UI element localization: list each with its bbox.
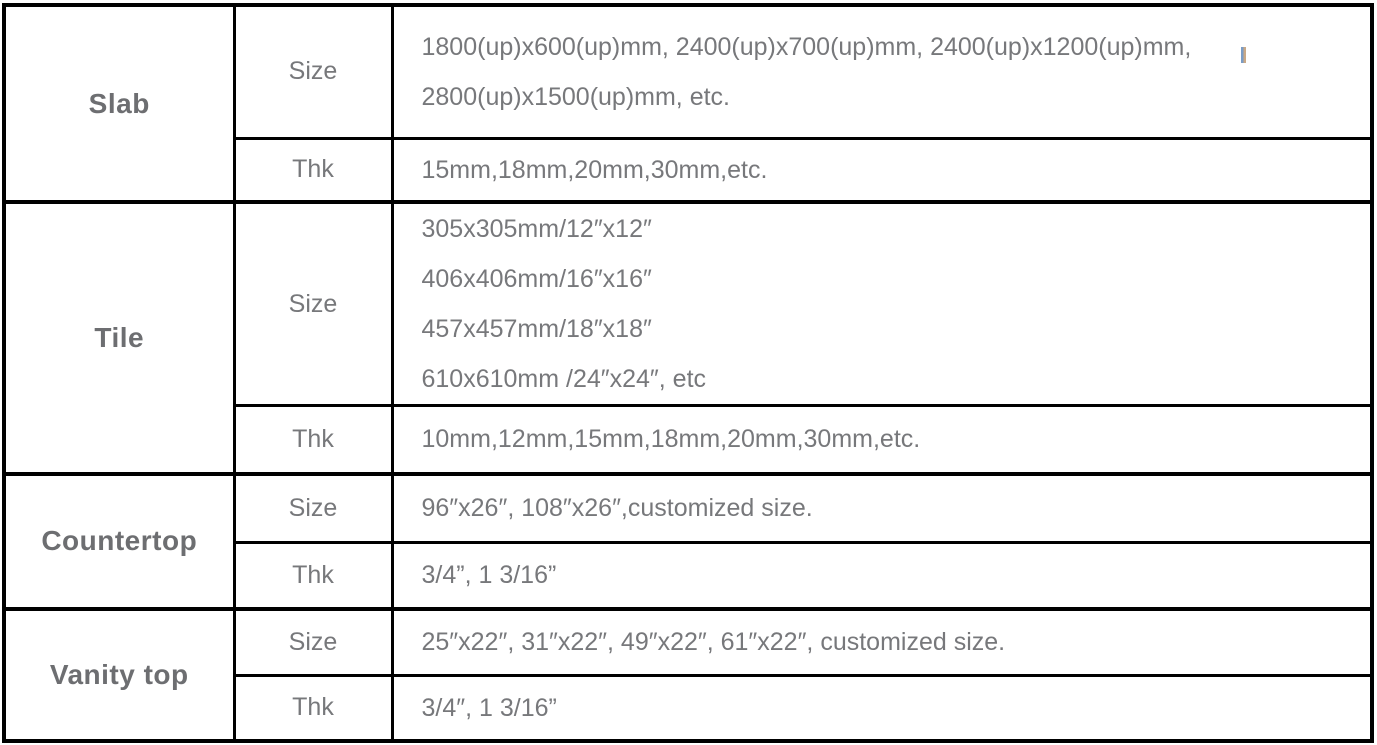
spec-label-cell	[234, 406, 392, 474]
product-spec-table	[2, 3, 1374, 743]
spec-value-cell	[392, 5, 1372, 138]
spec-value-line: 610x610mm /24″x24″, etc	[421, 365, 707, 393]
spec-label-cell	[234, 5, 392, 138]
category-cell-slab	[4, 5, 234, 202]
spec-label: Size	[288, 289, 338, 318]
category-label: Tile	[94, 321, 145, 353]
spec-value-line: 2800(up)x1500(up)mm, etc.	[421, 82, 730, 111]
spec-label: Size	[288, 627, 338, 656]
spec-value-line: 457x457mm/18″x18″	[421, 315, 652, 343]
spec-value-cell	[392, 609, 1372, 676]
spec-value-cell	[392, 138, 1372, 202]
inline-cursor-artifact	[1241, 47, 1246, 63]
spec-label-cell	[234, 202, 392, 406]
spec-value-line: 15mm,18mm,20mm,30mm,etc.	[421, 155, 768, 184]
spec-label: Size	[288, 493, 338, 522]
category-label: Countertop	[41, 525, 198, 556]
table-row	[4, 5, 1372, 138]
spec-label-cell	[234, 676, 392, 741]
spec-value-line: 3/4”, 1 3/16”	[421, 561, 557, 590]
spec-value-line: 10mm,12mm,15mm,18mm,20mm,30mm,etc.	[421, 425, 921, 454]
spec-label-cell	[234, 474, 392, 543]
spec-value-line: 3/4″, 1 3/16”	[421, 693, 557, 722]
spec-value-line: 305x305mm/12″x12″	[421, 215, 652, 243]
spec-label: Thk	[292, 424, 334, 453]
spec-label-cell	[234, 609, 392, 676]
spec-value-cell	[392, 474, 1372, 543]
spec-label: Thk	[292, 693, 334, 722]
spec-value-line: 96″x26″, 108″x26″,customized size.	[421, 494, 813, 523]
spec-value-cell	[392, 202, 1372, 406]
spec-label: Thk	[292, 155, 334, 184]
spec-value-line: 25″x22″, 31″x22″, 49″x22″, 61″x22″, customized size.	[421, 628, 1006, 657]
category-cell-tile	[4, 202, 234, 474]
category-cell-vanity-top	[4, 609, 234, 741]
category-label: Slab	[88, 87, 150, 119]
table-row	[4, 202, 1372, 406]
spec-value-cell	[392, 406, 1372, 474]
spec-value-cell	[392, 676, 1372, 741]
spec-value-line: 1800(up)x600(up)mm, 2400(up)x700(up)mm, 2400(up)x1200(up)mm,	[421, 32, 1192, 61]
spec-label-cell	[234, 543, 392, 609]
spec-table	[2, 3, 1374, 743]
spec-value-cell	[392, 543, 1372, 609]
category-cell-countertop	[4, 474, 234, 609]
category-label: Vanity top	[49, 658, 189, 690]
spec-label-cell	[234, 138, 392, 202]
spec-label: Size	[288, 57, 338, 86]
table-row	[4, 474, 1372, 543]
spec-value-line: 406x406mm/16″x16″	[421, 265, 652, 293]
spec-label: Thk	[292, 560, 334, 589]
table-row	[4, 609, 1372, 676]
